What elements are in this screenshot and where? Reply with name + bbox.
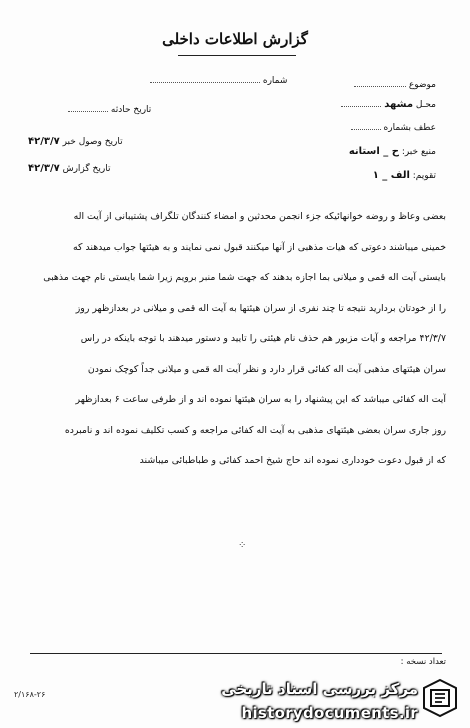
field-report-date bbox=[28, 163, 110, 174]
title-underline bbox=[178, 55, 296, 56]
field-location bbox=[341, 98, 436, 110]
field-source bbox=[349, 146, 436, 157]
field-subject-label: موضوع bbox=[408, 80, 436, 90]
body-line: آیت اله کفائی میباشد که این پیشنهاد را به سران هیئتها نموده اند و از طرفی ساعت ۶ بعدازظهر bbox=[75, 394, 446, 405]
field-source-value: ح _ استانه bbox=[348, 146, 399, 157]
field-received-date-value: ۴۲/۳/۷ bbox=[28, 136, 60, 147]
body-line: روز جاری سران بعضی هیئتهای مذهبی به آیت اله کفائی مراجعه و کسب تکلیف نموده اند و نامبرده bbox=[64, 424, 446, 436]
body-line: سران هیئتهای مذهبی آیت اله کفائی قرار دارد و نظر آیت اله قمی و میلانی جداً کوچک نمودن bbox=[87, 363, 446, 375]
ink-mark: ⁘ bbox=[238, 540, 247, 551]
body-line: بعضی وعاظ و روضه خوانهائیکه جزء انجمن محدثین و امضاء کنندگان تلگراف پشتیبانی از آیت اله bbox=[73, 211, 446, 222]
field-incident-date bbox=[68, 103, 151, 115]
field-location-label: محـل bbox=[415, 100, 436, 110]
field-subject bbox=[354, 78, 436, 90]
footer-divider bbox=[30, 653, 442, 654]
archive-logo-icon bbox=[422, 678, 458, 718]
field-source-label: منبع خبر: bbox=[401, 147, 436, 157]
field-number-label: شماره bbox=[262, 76, 288, 86]
body-line: خمینی میباشند دعوتی که هیات مذهبی از آنها میکنند قبول نمی نمایند و به هیئتها جواب میدهند که bbox=[73, 241, 446, 253]
watermark-url: historydocuments.ir bbox=[241, 704, 418, 722]
body-line: بایستی آیت اله قمی و میلانی بما اجازه بدهند که جهت شما منبر برویم زیرا شما بایستی نام جهت مذهبی bbox=[43, 272, 446, 283]
field-number bbox=[150, 74, 287, 86]
field-reference bbox=[351, 121, 436, 133]
field-rating-value: الف _ ۱ bbox=[372, 170, 410, 181]
body-line: که از قبول دعوت خودداری نموده اند حاج شیخ احمد کفائی و طباطبائی میباشند bbox=[139, 455, 446, 466]
field-received-date-label: تاریخ وصول خبر bbox=[62, 137, 123, 147]
field-incident-date-label: تاریخ حادثه bbox=[110, 105, 152, 115]
field-report-date-label: تاریخ گزارش bbox=[62, 164, 111, 174]
document-title: گزارش اطلاعات داخلی bbox=[162, 30, 308, 48]
archive-watermark bbox=[180, 670, 462, 726]
field-received-date bbox=[28, 136, 123, 147]
body-line: را از خودتان بردارید نتیجه تا چند نفری از سران هیئتها به آیت اله قمی و میلانی در بعدازظهر روز bbox=[75, 302, 446, 314]
field-location-value: مشهد bbox=[384, 99, 414, 110]
report-body bbox=[28, 202, 446, 477]
document-number: ۲/۱۶۸-۲۶ bbox=[14, 690, 46, 699]
field-rating-label: تقویم: bbox=[412, 171, 436, 181]
field-report-date-value: ۴۲/۳/۷ bbox=[28, 163, 60, 174]
body-line: ۴۲/۳/۷ مراجعه و آیات مزبور هم حذف نام هیئتی را تایید و دستور میدهند با توجه باینکه در راس bbox=[80, 333, 446, 344]
copies-count-label: تعداد نسخه : bbox=[400, 657, 446, 667]
field-rating bbox=[373, 170, 436, 181]
field-reference-label: عطف بشماره bbox=[383, 123, 436, 133]
watermark-center-name: مرکز بررسی اسناد تاریخی bbox=[221, 680, 418, 698]
